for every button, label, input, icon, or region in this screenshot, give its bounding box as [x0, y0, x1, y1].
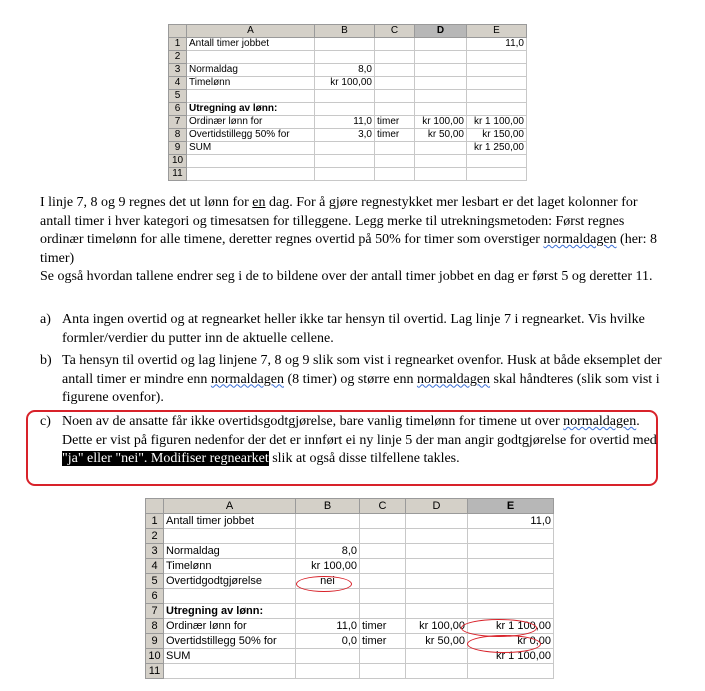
table-row	[169, 155, 527, 168]
cell-b[interactable]	[315, 38, 375, 51]
cell-e[interactable]	[467, 168, 527, 181]
cell-e[interactable]	[467, 51, 527, 64]
cell-d[interactable]: kr 50,00	[406, 634, 468, 649]
cell-b[interactable]	[315, 142, 375, 155]
cell-d[interactable]	[406, 574, 468, 589]
cell-c[interactable]	[375, 103, 415, 116]
cell-a[interactable]	[164, 664, 296, 679]
cell-c[interactable]	[360, 664, 406, 679]
task-a-label: a)	[40, 312, 51, 327]
task-b-normaldagen-1: normaldagen	[210, 371, 284, 387]
cell-b[interactable]: 8,0	[315, 64, 375, 77]
task-b	[40, 352, 665, 408]
column-header-e: E	[467, 25, 527, 38]
column-header-c: C	[360, 499, 406, 514]
task-c-normaldagen: normaldagen	[563, 414, 637, 429]
table-row	[169, 116, 527, 129]
column-header-a: A	[164, 499, 296, 514]
cell-c[interactable]: timer	[360, 634, 406, 649]
row-header[interactable]: 10	[146, 649, 164, 664]
cell-c[interactable]	[360, 514, 406, 529]
cell-c[interactable]	[375, 90, 415, 103]
cell-b[interactable]	[296, 649, 360, 664]
cell-a[interactable]: Ordinær lønn for	[164, 619, 296, 634]
cell-d[interactable]	[415, 103, 467, 116]
cell-a[interactable]: Overtidgodtgjørelse	[164, 574, 296, 589]
cell-e[interactable]: kr 1 100,00	[468, 649, 554, 664]
nei-circle-annotation	[296, 576, 352, 592]
cell-d[interactable]	[415, 64, 467, 77]
task-b-text-1: Ta hensyn til overtid og lag linjene 7, 8 og 9 slik som vist i regnearket ovenfor. Husk at både eksemplet der antall timer er mindre enn	[62, 353, 662, 387]
cell-a[interactable]: Utregning av lønn:	[187, 103, 315, 116]
cell-b[interactable]: kr 100,00	[315, 77, 375, 90]
table-row	[146, 559, 554, 574]
column-header-row	[146, 499, 554, 514]
row-header[interactable]: 11	[146, 664, 164, 679]
cell-b[interactable]	[315, 103, 375, 116]
cell-c[interactable]	[375, 155, 415, 168]
cell-e[interactable]	[467, 90, 527, 103]
cell-c[interactable]	[375, 51, 415, 64]
cell-a[interactable]: Timelønn	[187, 77, 315, 90]
row-header[interactable]: 3	[169, 64, 187, 77]
row-header[interactable]: 9	[169, 142, 187, 155]
cell-e[interactable]: 11,0	[467, 38, 527, 51]
intro-normaldagen: normaldagen	[543, 232, 617, 247]
cell-a[interactable]: Ordinær lønn for	[187, 116, 315, 129]
cell-e[interactable]: kr 150,00	[467, 129, 527, 142]
cell-e[interactable]	[467, 64, 527, 77]
cell-d[interactable]	[406, 529, 468, 544]
cell-a[interactable]: Antall timer jobbet	[187, 38, 315, 51]
intro-text-1: I linje 7, 8 og 9 regnes det ut lønn for	[40, 195, 253, 210]
cell-b[interactable]	[315, 155, 375, 168]
column-header-d: D	[406, 499, 468, 514]
cell-d[interactable]	[406, 514, 468, 529]
cell-b[interactable]: 0,0	[296, 634, 360, 649]
task-c-text	[62, 413, 665, 469]
table-row	[169, 38, 527, 51]
column-header-row	[169, 25, 527, 38]
cell-a[interactable]: Antall timer jobbet	[164, 514, 296, 529]
cell-b[interactable]	[296, 529, 360, 544]
cell-e[interactable]	[468, 529, 554, 544]
cell-c[interactable]	[360, 559, 406, 574]
cell-e[interactable]: kr 1 250,00	[467, 142, 527, 155]
cell-c[interactable]	[360, 529, 406, 544]
cell-a[interactable]	[164, 589, 296, 604]
row-header[interactable]: 5	[146, 574, 164, 589]
cell-d[interactable]	[415, 168, 467, 181]
cell-e[interactable]: 11,0	[468, 514, 554, 529]
cell-b[interactable]	[296, 604, 360, 619]
task-c-text-2: . Dette er vist på figuren nedenfor der det er innført ei ny linje 5 der man angir godtgjørelse for overtid med	[62, 414, 657, 448]
cell-d[interactable]	[415, 51, 467, 64]
row-header[interactable]: 6	[146, 589, 164, 604]
cell-b[interactable]	[315, 51, 375, 64]
cell-b[interactable]	[315, 90, 375, 103]
cell-a[interactable]: Utregning av lønn:	[164, 604, 296, 619]
cell-e[interactable]	[467, 103, 527, 116]
task-c-text-3: slik at også disse tilfellene takles.	[268, 451, 460, 466]
cell-d[interactable]	[406, 664, 468, 679]
table-row	[146, 514, 554, 529]
row-header[interactable]: 2	[146, 529, 164, 544]
cell-b[interactable]	[296, 664, 360, 679]
task-b-text-2: (8 timer) og større enn	[283, 371, 417, 387]
cell-b[interactable]: 3,0	[315, 129, 375, 142]
cell-c[interactable]	[360, 604, 406, 619]
cell-d[interactable]	[406, 559, 468, 574]
task-c-selected-text: "ja" eller "nei". Modifiser regnearket	[62, 451, 269, 466]
cell-c[interactable]: timer	[360, 619, 406, 634]
cell-c[interactable]: timer	[375, 116, 415, 129]
table-row	[169, 77, 527, 90]
cell-a[interactable]	[187, 90, 315, 103]
cell-b[interactable]: 11,0	[315, 116, 375, 129]
task-b-text	[62, 352, 665, 408]
table-row	[169, 142, 527, 155]
cell-b[interactable]: 11,0	[296, 619, 360, 634]
cell-c[interactable]	[375, 142, 415, 155]
cell-a[interactable]: Normaldag	[187, 64, 315, 77]
cell-a[interactable]	[187, 155, 315, 168]
cell-e[interactable]	[468, 559, 554, 574]
cell-a[interactable]: SUM	[164, 649, 296, 664]
intro-text-4: Se også hvordan tallene endrer seg i de to bildene over der antall timer jobbet en dag er først 5 og deretter 11.	[40, 269, 653, 284]
cell-c[interactable]	[375, 77, 415, 90]
cell-a[interactable]	[187, 51, 315, 64]
column-header-b: B	[296, 499, 360, 514]
cell-b[interactable]: 8,0	[296, 544, 360, 559]
cell-e[interactable]	[467, 155, 527, 168]
cell-b[interactable]: nei	[296, 574, 360, 589]
table-row	[146, 589, 554, 604]
row-header[interactable]: 8	[146, 619, 164, 634]
table-row	[146, 604, 554, 619]
cell-d[interactable]: kr 100,00	[415, 116, 467, 129]
cell-d[interactable]	[415, 142, 467, 155]
intro-paragraph	[40, 194, 665, 287]
cell-e[interactable]	[468, 574, 554, 589]
cell-e[interactable]: kr 1 100,00	[468, 619, 554, 634]
cell-d[interactable]	[415, 77, 467, 90]
cell-d[interactable]	[415, 90, 467, 103]
corner-cell	[146, 499, 164, 514]
intro-text-3: (her: 8 timer)	[40, 232, 657, 266]
cell-a[interactable]: Overtidstillegg 50% for	[187, 129, 315, 142]
table-row	[169, 64, 527, 77]
cell-c[interactable]	[360, 649, 406, 664]
cell-b[interactable]: kr 100,00	[296, 559, 360, 574]
row-header[interactable]: 3	[146, 544, 164, 559]
cell-e[interactable]	[468, 604, 554, 619]
row-header[interactable]: 7	[169, 116, 187, 129]
cell-c[interactable]	[375, 64, 415, 77]
cell-d[interactable]	[415, 38, 467, 51]
cell-b[interactable]	[315, 168, 375, 181]
spreadsheet-1	[168, 24, 527, 181]
row-header[interactable]: 10	[169, 155, 187, 168]
cell-c[interactable]	[360, 589, 406, 604]
cell-a[interactable]	[187, 168, 315, 181]
row-header[interactable]: 1	[146, 514, 164, 529]
task-b-label: b)	[40, 353, 52, 368]
table-row	[169, 103, 527, 116]
row-header[interactable]: 5	[169, 90, 187, 103]
task-c-label: c)	[40, 414, 51, 429]
intro-underlined-en: en	[252, 195, 266, 210]
row-header[interactable]: 11	[169, 168, 187, 181]
overtime-pay-circle-annotation	[467, 635, 541, 653]
intro-text-2: dag. For å gjøre regnestykket mer lesbart er det laget kolonner for antall timer i hver kategori og timesatsen for tilleggene. Legg merke til utrekningsmetoden: Først regnes ordinær timelønn for alle timene, deretter regnes overtid på 50% for timer som overstiger	[40, 195, 638, 247]
task-a	[40, 311, 665, 348]
cell-e[interactable]	[467, 77, 527, 90]
cell-c[interactable]	[375, 168, 415, 181]
cell-d[interactable]	[415, 155, 467, 168]
cell-a[interactable]	[164, 529, 296, 544]
cell-a[interactable]: Overtidstillegg 50% for	[164, 634, 296, 649]
cell-e[interactable]	[468, 664, 554, 679]
row-header[interactable]: 2	[169, 51, 187, 64]
cell-d[interactable]	[406, 589, 468, 604]
cell-e[interactable]	[468, 589, 554, 604]
table-row	[146, 664, 554, 679]
task-c	[40, 413, 665, 469]
cell-e[interactable]: kr 0,00	[468, 634, 554, 649]
row-header[interactable]: 9	[146, 634, 164, 649]
column-header-b: B	[315, 25, 375, 38]
table-row	[169, 168, 527, 181]
cell-a[interactable]: SUM	[187, 142, 315, 155]
table-row	[146, 529, 554, 544]
cell-d[interactable]	[406, 604, 468, 619]
table-row	[169, 51, 527, 64]
cell-d[interactable]: kr 50,00	[415, 129, 467, 142]
cell-a[interactable]: Normaldag	[164, 544, 296, 559]
cell-c[interactable]	[360, 574, 406, 589]
table-row	[169, 90, 527, 103]
cell-e[interactable]	[468, 544, 554, 559]
cell-d[interactable]	[406, 649, 468, 664]
task-b-text-3: skal håndteres (slik som vist i figurene ovenfor).	[62, 371, 660, 405]
column-header-e: E	[468, 499, 554, 514]
cell-c[interactable]	[375, 38, 415, 51]
cell-d[interactable]	[406, 544, 468, 559]
column-header-c: C	[375, 25, 415, 38]
row-header[interactable]: 7	[146, 604, 164, 619]
corner-cell	[169, 25, 187, 38]
cell-e[interactable]: kr 1 100,00	[467, 116, 527, 129]
column-header-a: A	[187, 25, 315, 38]
cell-c[interactable]	[360, 544, 406, 559]
task-b-normaldagen-2: normaldagen	[416, 371, 491, 387]
task-c-text-1: Noen av de ansatte får ikke overtidsgodtgjørelse, bare vanlig timelønn for timene ut over	[62, 414, 564, 429]
task-a-text: Anta ingen overtid og at regnearket heller ikke tar hensyn til overtid. Lag linje 7 i regnearket. Vis hvilke formler/verdier du putter inn de aktuelle cellene.	[62, 312, 645, 346]
cell-b[interactable]	[296, 514, 360, 529]
table-row	[169, 129, 527, 142]
row-header[interactable]: 4	[169, 77, 187, 90]
cell-c[interactable]: timer	[375, 129, 415, 142]
row-header[interactable]: 8	[169, 129, 187, 142]
table-row	[146, 544, 554, 559]
row-header[interactable]: 6	[169, 103, 187, 116]
row-header[interactable]: 4	[146, 559, 164, 574]
cell-a[interactable]: Timelønn	[164, 559, 296, 574]
column-header-d: D	[415, 25, 467, 38]
row-header[interactable]: 1	[169, 38, 187, 51]
cell-d[interactable]: kr 100,00	[406, 619, 468, 634]
